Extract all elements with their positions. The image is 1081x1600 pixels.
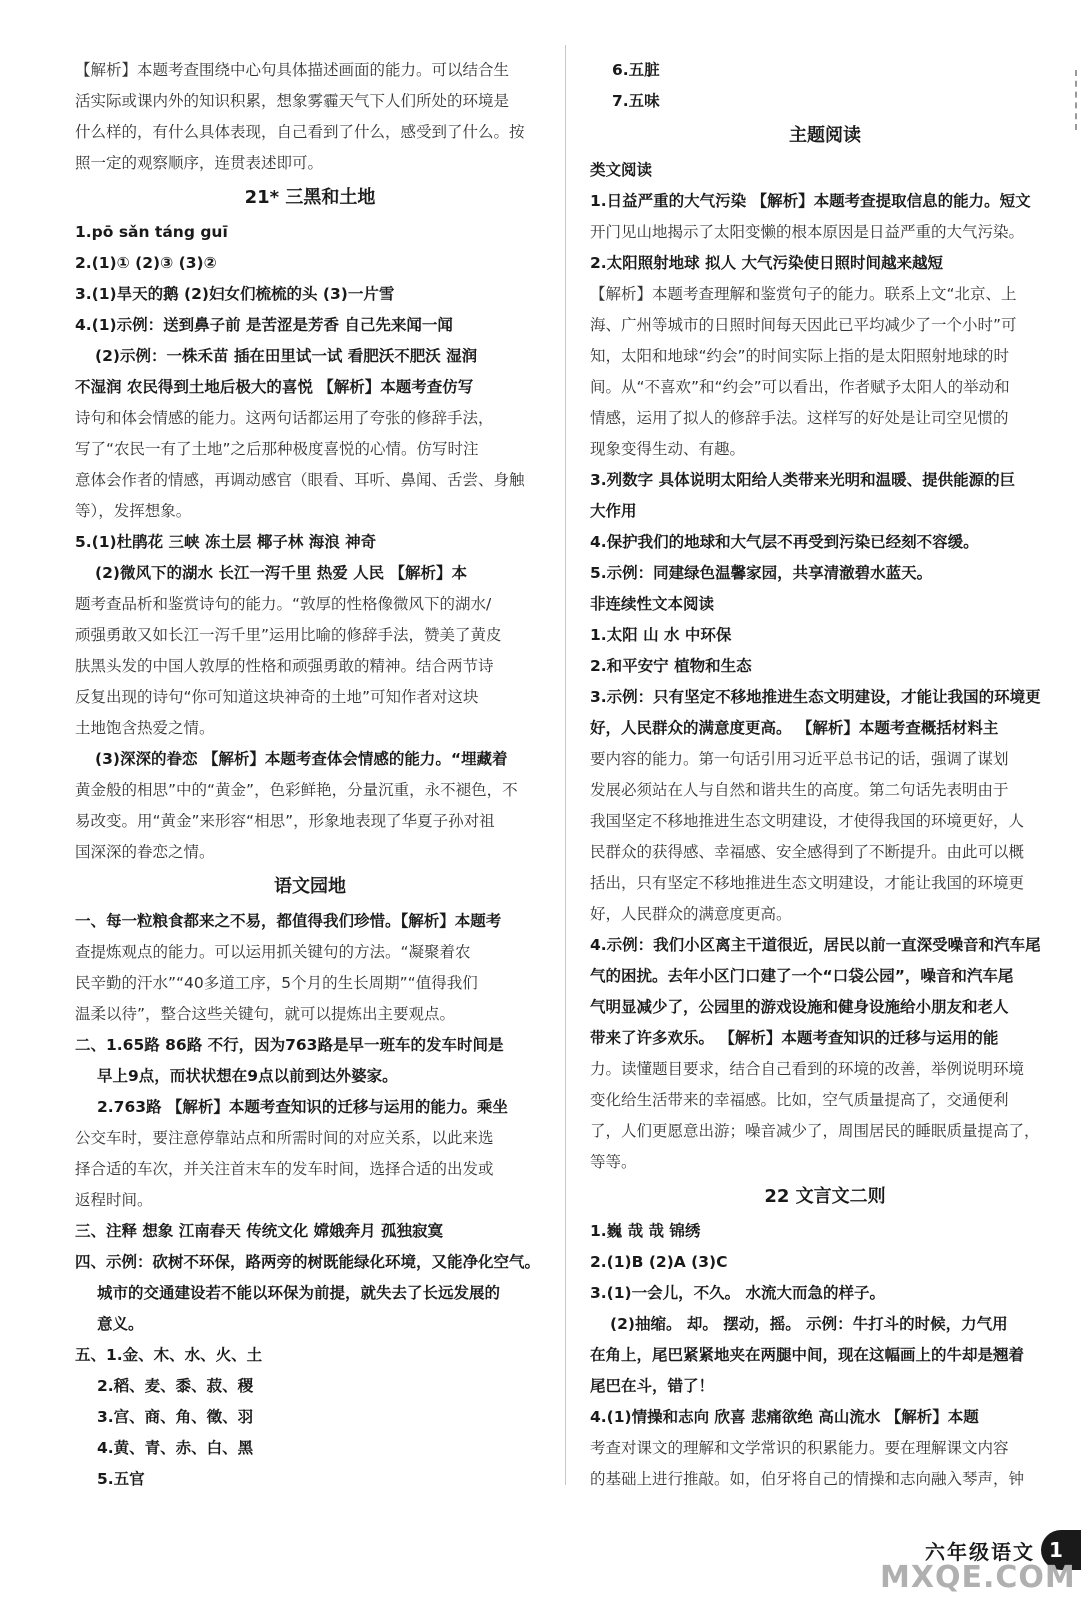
text-line: 民群众的获得感、幸福感、安全感得到了不断提升。由此可以概	[590, 843, 1025, 861]
text-line: 2.稻、麦、黍、菽、稷	[97, 1377, 254, 1395]
text-line: 【解析】本题考查理解和鉴赏句子的能力。联系上文“北京、上	[590, 285, 1017, 303]
text-line: 意体会作者的情感，再调动感官（眼看、耳听、鼻闻、舌尝、身触	[75, 471, 525, 489]
text-line: 2.763路 【解析】本题考查知识的迁移与运用的能力。乘坐	[97, 1098, 508, 1116]
text-line: 等等。	[590, 1153, 637, 1171]
text-line: 诗句和体会情感的能力。这两句话都运用了夸张的修辞手法，	[75, 409, 494, 427]
text-line: 国深深的眷恋之情。	[75, 843, 215, 861]
text-line: 类文阅读	[590, 161, 653, 179]
text-line: (3)深深的眷恋 【解析】本题考查体会情感的能力。“埋藏着	[95, 750, 508, 768]
text-line: 四、示例：砍树不环保，路两旁的树既能绿化环境，又能净化空气。	[75, 1253, 541, 1271]
text-line: 4.示例：我们小区离主干道很近，居民以前一直深受噪音和汽车尾	[590, 936, 1041, 954]
text-line: 3.示例：只有坚定不移地推进生态文明建设，才能让我国的环境更	[590, 688, 1041, 706]
text-line: 一、每一粒粮食都来之不易，都值得我们珍惜。【解析】本题考	[75, 912, 502, 930]
text-line: 在角上，尾巴紧紧地夹在两腿中间，现在这幅画上的牛却是翘着	[590, 1346, 1025, 1364]
text-line: 易改变。用“黄金”来形容“相思”，形象地表现了华夏子孙对祖	[75, 812, 495, 830]
text-line: 气明显减少了，公园里的游戏设施和健身设施给小朋友和老人	[590, 998, 1009, 1016]
text-line: 意义。	[97, 1315, 144, 1333]
text-line: 情感，运用了拟人的修辞手法。这样写的好处是让司空见惯的	[590, 409, 1009, 427]
text-line: 力。读懂题目要求，结合自己看到的环境的改善，举例说明环境	[590, 1060, 1025, 1078]
text-line: 城市的交通建设若不能以环保为前提，就失去了长远发展的	[97, 1284, 501, 1302]
text-line: 【解析】本题考查围绕中心句具体描述画面的能力。可以结合生	[75, 61, 510, 79]
section-heading: 主题阅读	[789, 125, 861, 146]
text-line: 了，人们更愿意出游；噪音减少了，周围居民的睡眠质量提高了，	[590, 1122, 1040, 1140]
text-line: 2.太阳照射地球 拟人 大气污染使日照时间越来越短	[590, 254, 943, 272]
text-line: 海、广州等城市的日照时间每天因此已平均减少了一个小时”可	[590, 316, 1017, 334]
text-line: 间。从“不喜欢”和“约会”可以看出，作者赋予太阳人的举动和	[590, 378, 1010, 396]
text-line: 五、1.金、木、水、火、土	[75, 1346, 263, 1364]
text-line: 择合适的车次，并关注首末车的发车时间，选择合适的出发或	[75, 1160, 494, 1178]
text-line: 什么样的，有什么具体表现，自己看到了什么，感受到了什么。按	[75, 123, 525, 141]
text-line: 带来了许多欢乐。 【解析】本题考查知识的迁移与运用的能	[590, 1029, 999, 1047]
text-line: 1.pō sǎn táng guī	[75, 223, 228, 241]
text-line: 查提炼观点的能力。可以运用抓关键句的方法。“凝聚着农	[75, 943, 471, 961]
text-line: 变化给生活带来的幸福感。比如，空气质量提高了，交通便利	[590, 1091, 1009, 1109]
text-line: 5.(1)杜鹃花 三峡 冻土层 椰子林 海浪 神奇	[75, 533, 377, 551]
text-line: 5.示例：同建绿色温馨家园，共享清澈碧水蓝天。	[590, 564, 933, 582]
text-line: 1.日益严重的大气污染 【解析】本题考查提取信息的能力。短文	[590, 192, 1031, 210]
page-edge-mark	[1072, 70, 1077, 130]
text-line: 3.(1)旱天的鹅 (2)妇女们梳梳的头 (3)一片雪	[75, 285, 395, 303]
footer-title: 六年级语文	[925, 1539, 1035, 1564]
text-line: 4.黄、青、赤、白、黑	[97, 1439, 254, 1457]
text-line: (2)抽缩。 却。 摆动，摇。 示例：牛打斗的时候，力气用	[610, 1315, 1008, 1333]
text-line: 三、注释 想象 江南春天 传统文化 嫦娥奔月 孤独寂寞	[75, 1222, 443, 1240]
text-line: 早上9点，而状状想在9点以前到达外婆家。	[97, 1067, 398, 1085]
text-line: 黄金般的相思”中的“黄金”，色彩鲜艳，分量沉重，永不褪色，不	[75, 781, 518, 799]
text-line: 返程时间。	[75, 1191, 153, 1209]
right-column	[590, 55, 1060, 1495]
text-line: 民辛勤的汗水”“40多道工序，5个月的生长周期”“值得我们	[75, 974, 478, 992]
text-line: 1.巍 哉 哉 锦绣	[590, 1222, 701, 1240]
text-line: (2)微风下的湖水 长江一泻千里 热爱 人民 【解析】本	[95, 564, 468, 582]
text-line: 大作用	[590, 502, 637, 520]
column-divider	[565, 45, 566, 1485]
text-line: 知，太阳和地球“约会”的时间实际上指的是太阳照射地球的时	[590, 347, 1010, 365]
text-line: 气的困扰。去年小区门口建了一个“口袋公园”，噪音和汽车尾	[590, 967, 1014, 985]
section-heading: 语文园地	[274, 876, 346, 897]
text-line: 非连续性文本阅读	[590, 595, 715, 613]
section-heading: 22 文言文二则	[764, 1186, 886, 1207]
text-line: 写了“农民一有了土地”之后那种极度喜悦的心情。仿写时注	[75, 440, 479, 458]
text-line: 土地饱含热爱之情。	[75, 719, 215, 737]
text-line: 3.宫、商、角、徵、羽	[97, 1408, 254, 1426]
section-heading: 21* 三黑和土地	[244, 187, 376, 208]
text-line: 反复出现的诗句“你可知道这块神奇的土地”可知作者对这块	[75, 688, 479, 706]
text-line: 5.五官	[97, 1470, 145, 1488]
text-line: 不湿润 农民得到土地后极大的喜悦 【解析】本题考查仿写	[75, 378, 474, 396]
text-line: 2.(1)B (2)A (3)C	[590, 1253, 728, 1271]
text-line: 活实际或课内外的知识积累，想象雾霾天气下人们所处的环境是	[75, 92, 510, 110]
text-line: 4.(1)情操和志向 欣喜 悲痛欲绝 高山流水 【解析】本题	[590, 1408, 979, 1426]
text-line: 4.保护我们的地球和大气层不再受到污染已经刻不容缓。	[590, 533, 979, 551]
text-line: 照一定的观察顺序，连贯表述即可。	[75, 154, 324, 172]
text-line: 顽强勇敢又如长江一泻千里”运用比喻的修辞手法，赞美了黄皮	[75, 626, 502, 644]
page-number: 1	[1041, 1530, 1081, 1570]
text-line: 等），发挥想象。	[75, 502, 192, 520]
watermark: MXQE.COM	[880, 1560, 1076, 1595]
text-line: 好，人民群众的满意度更高。 【解析】本题考查概括材料主	[590, 719, 999, 737]
text-line: 好，人民群众的满意度更高。	[590, 905, 792, 923]
text-line: 温柔以待”，整合这些关键句，就可以提炼出主要观点。	[75, 1005, 456, 1023]
text-line: 二、1.65路 86路 不行，因为763路是早一班车的发车时间是	[75, 1036, 504, 1054]
text-line: 肤黑头发的中国人敦厚的性格和顽强勇敢的精神。结合两节诗	[75, 657, 494, 675]
text-line: 开门见山地揭示了太阳变懒的根本原因是日益严重的大气污染。	[590, 223, 1025, 241]
text-line: 公交车时，要注意停靠站点和所需时间的对应关系，以此来选	[75, 1129, 494, 1147]
text-line: 发展必须站在人与自然和谐共生的高度。第二句话先表明由于	[590, 781, 1009, 799]
text-line: 1.太阳 山 水 中环保	[590, 626, 732, 644]
text-line: 现象变得生动、有趣。	[590, 440, 746, 458]
text-line: 的基础上进行推敲。如，伯牙将自己的情操和志向融入琴声，钟	[590, 1470, 1025, 1488]
text-line: 6.五脏	[612, 61, 660, 79]
text-line: 考查对课文的理解和文学常识的积累能力。要在理解课文内容	[590, 1439, 1009, 1457]
text-line: 要内容的能力。第一句话引用习近平总书记的话，强调了谋划	[590, 750, 1009, 768]
left-column	[75, 55, 545, 1495]
text-line: 题考查品析和鉴赏诗句的能力。“敦厚的性格像微风下的湖水/	[75, 595, 492, 613]
text-line: 3.(1)一会儿，不久。 水流大而急的样子。	[590, 1284, 886, 1302]
text-line: 2.和平安宁 植物和生态	[590, 657, 752, 675]
text-line: 尾巴在斗，错了！	[590, 1377, 715, 1395]
text-line: 我国坚定不移地推进生态文明建设，才使得我国的环境更好，人	[590, 812, 1025, 830]
text-line: (2)示例：一株禾苗 插在田里试一试 看肥沃不肥沃 湿润	[95, 347, 478, 365]
text-line: 2.(1)① (2)③ (3)②	[75, 254, 217, 272]
text-line: 括出，只有坚定不移地推进生态文明建设，才能让我国的环境更	[590, 874, 1025, 892]
text-line: 3.列数字 具体说明太阳给人类带来光明和温暖、提供能源的巨	[590, 471, 1016, 489]
text-line: 7.五味	[612, 92, 660, 110]
text-line: 4.(1)示例：送到鼻子前 是苦涩是芳香 自己先来闻一闻	[75, 316, 453, 334]
